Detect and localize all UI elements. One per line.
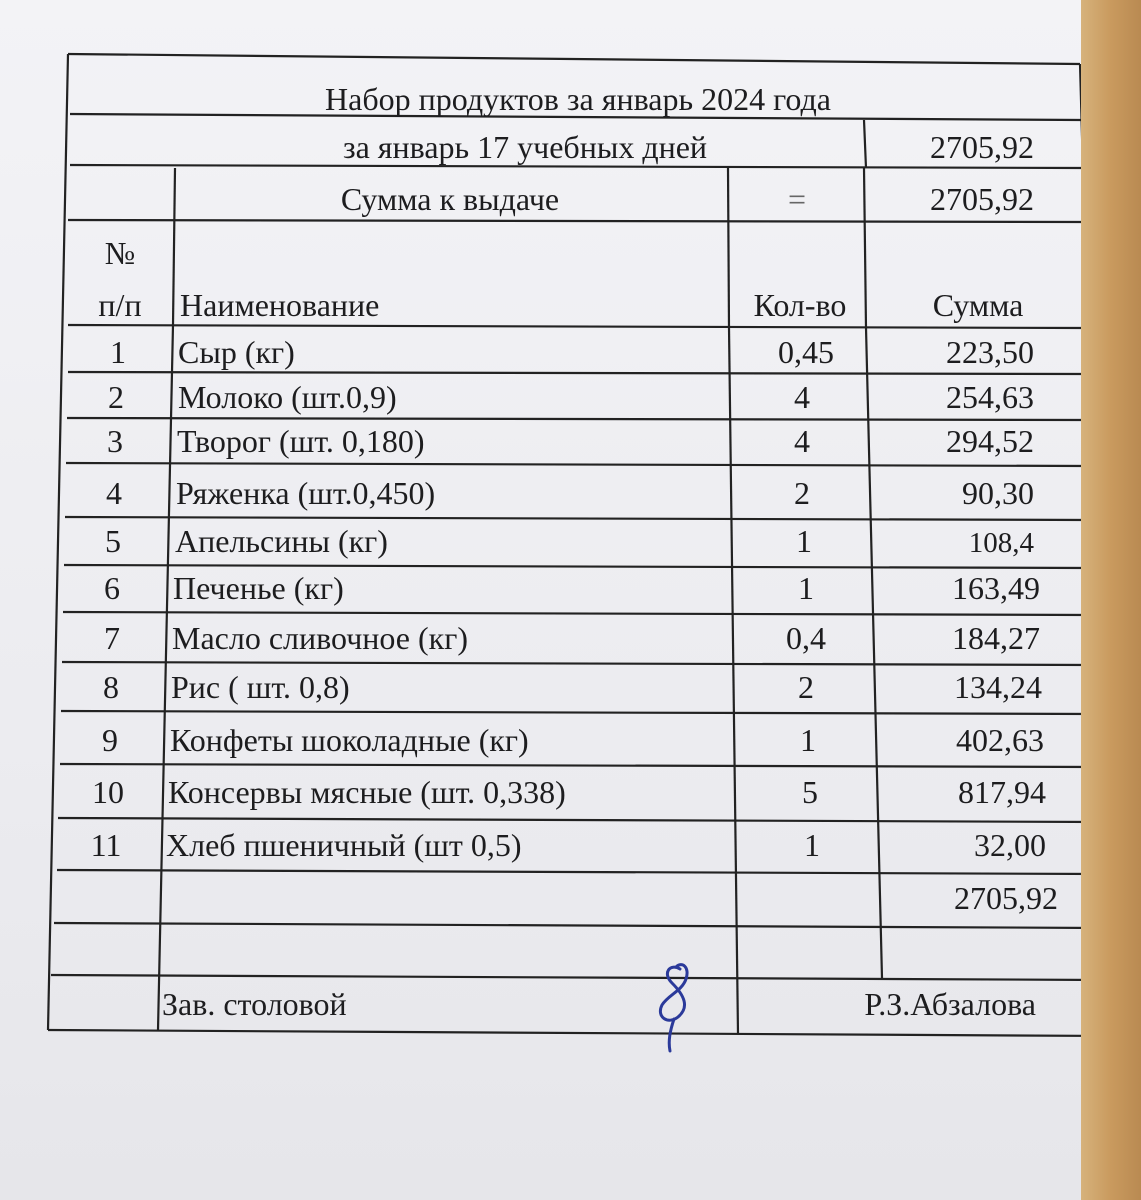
row-10-name: Консервы мясные (шт. 0,338) bbox=[168, 774, 566, 810]
row-2-name: Молоко (шт.0,9) bbox=[178, 379, 397, 415]
row-8-name: Рис ( шт. 0,8) bbox=[171, 669, 350, 705]
row-11-name: Хлеб пшеничный (шт 0,5) bbox=[166, 827, 522, 863]
row-5-name: Апельсины (кг) bbox=[175, 523, 388, 559]
row-5-sum: 108,4 bbox=[968, 527, 1034, 559]
row-1-name: Сыр (кг) bbox=[178, 334, 295, 370]
row-7-name: Масло сливочное (кг) bbox=[172, 620, 468, 656]
footer-role: Зав. столовой bbox=[162, 986, 347, 1022]
row-8-sum: 134,24 bbox=[954, 669, 1042, 705]
period-label: за январь 17 учебных дней bbox=[342, 129, 708, 165]
row-3-qty: 4 bbox=[794, 423, 810, 459]
row-8-num: 8 bbox=[103, 669, 119, 705]
payout-label: Сумма к выдаче bbox=[340, 181, 560, 217]
row-7-qty: 0,4 bbox=[786, 620, 826, 656]
row-6-sum: 163,49 bbox=[952, 570, 1040, 606]
row-11-sum: 32,00 bbox=[974, 827, 1046, 863]
row-6-qty: 1 bbox=[798, 570, 814, 606]
row-4-qty: 2 bbox=[794, 475, 810, 511]
header-qty: Кол-во bbox=[753, 287, 847, 323]
row-4-sum: 90,30 bbox=[962, 475, 1034, 511]
header-num-line1: № bbox=[104, 235, 136, 271]
row-3-num: 3 bbox=[107, 423, 123, 459]
row-9-name: Конфеты шоколадные (кг) bbox=[170, 722, 529, 758]
row-7-sum: 184,27 bbox=[952, 620, 1040, 656]
row-9-sum: 402,63 bbox=[956, 722, 1044, 758]
header-sum: Сумма bbox=[932, 287, 1024, 323]
row-8-qty: 2 bbox=[798, 669, 814, 705]
row-10-qty: 5 bbox=[802, 774, 818, 810]
row-11-qty: 1 bbox=[804, 827, 820, 863]
row-9-qty: 1 bbox=[800, 722, 816, 758]
row-2-sum: 254,63 bbox=[946, 379, 1034, 415]
payout-sign: = bbox=[787, 181, 807, 217]
payout-amount: 2705,92 bbox=[930, 181, 1034, 217]
document-title: Набор продуктов за январь 2024 года bbox=[325, 81, 831, 117]
row-6-num: 6 bbox=[104, 570, 120, 606]
total-amount: 2705,92 bbox=[954, 880, 1058, 916]
row-4-num: 4 bbox=[106, 475, 122, 511]
footer-name: Р.З.Абзалова bbox=[864, 986, 1036, 1022]
period-amount: 2705,92 bbox=[930, 129, 1034, 165]
row-2-num: 2 bbox=[108, 379, 124, 415]
row-10-num: 10 bbox=[92, 774, 124, 810]
row-5-num: 5 bbox=[105, 523, 121, 559]
row-1-sum: 223,50 bbox=[946, 334, 1034, 370]
row-1-num: 1 bbox=[110, 334, 126, 370]
row-3-name: Творог (шт. 0,180) bbox=[177, 423, 425, 459]
row-4-name: Ряженка (шт.0,450) bbox=[176, 475, 436, 511]
row-5-qty: 1 bbox=[796, 523, 812, 559]
signature-mark bbox=[640, 955, 710, 1055]
row-2-qty: 4 bbox=[794, 379, 810, 415]
header-name: Наименование bbox=[180, 287, 380, 323]
row-7-num: 7 bbox=[104, 620, 120, 656]
header-num-line2: п/п bbox=[98, 287, 142, 323]
row-3-sum: 294,52 bbox=[946, 423, 1034, 459]
row-10-sum: 817,94 bbox=[958, 774, 1046, 810]
row-9-num: 9 bbox=[102, 722, 118, 758]
row-6-name: Печенье (кг) bbox=[173, 570, 344, 606]
row-1-qty: 0,45 bbox=[778, 334, 834, 370]
wooden-surface bbox=[1081, 0, 1141, 1200]
row-11-num: 11 bbox=[90, 827, 122, 863]
